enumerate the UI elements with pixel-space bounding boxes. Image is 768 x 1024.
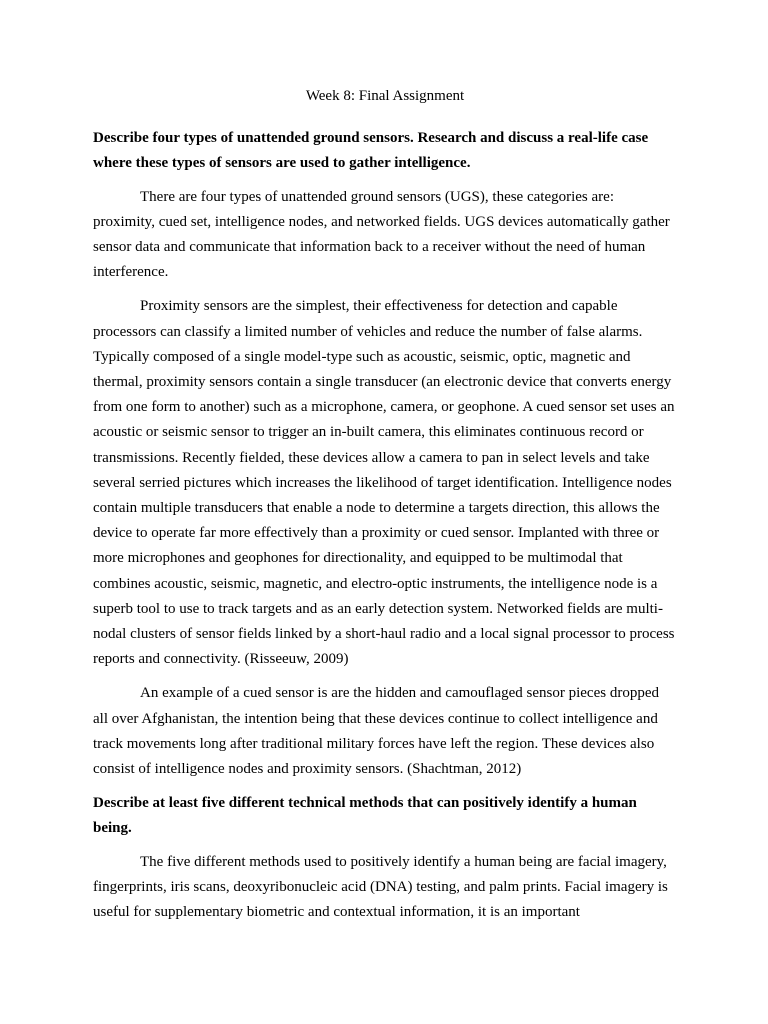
paragraph-4: The five different methods used to positively identify a human being are facial imagery, fingerprints, iris scans, deoxyribonucleic acid (DNA) testing, and palm prints. Facial imagery is useful for supplementary biometric and contextual information, it is an important [93, 853, 668, 921]
paragraph-2: Proximity sensors are the simplest, their effectiveness for detection and capable processors can classify a limited number of vehicles and reduce the number of false alarms. Typically composed of a single model-type such as acoustic, seismic, optic, magnetic and thermal, proximity sensors contain a single transducer (an electronic device that converts energy from one form to another) such as a microphone, camera, or geophone. A cued sensor set uses an acoustic or seismic sensor to trigger an in-built camera, this eliminates continuous record or transmissions. Recently fielded, these devices allow a camera to pan in select levels and take several serried pictures which increases the likelihood of target identification. Intelligence nodes contain multiple transducers that enable a node to determine a targets direction, this allows the device to operate far more effectively than a proximity or cued sensor. Implanted with three or more microphones and geophones for directionality, and equipped to be multimodal that combines acoustic, seismic, magnetic, and electro-optic instruments, the intelligence node is a superb tool to use to track targets and as an early detection system. Networked fields are multi-nodal clusters of sensor fields linked by a short-haul radio and a local signal processor to process reports and connectivity. (Risseeuw, 2009) [93, 298, 675, 668]
document-body [93, 84, 677, 934]
paragraph-1: There are four types of unattended ground sensors (UGS), these categories are: proximity, cued set, intelligence nodes, and networked fields. UGS devices automatically gather sensor data and communicate that information back to a receiver without the need of human interference. [93, 188, 670, 281]
paragraph-3: An example of a cued sensor is are the hidden and camouflaged sensor pieces dropped all over Afghanistan, the intention being that these devices continue to collect intelligence and track movements long after traditional military forces have left the region. These devices also consist of intelligence nodes and proximity sensors. (Shachtman, 2012) [93, 685, 659, 778]
question-heading-2: Describe at least five different technical methods that can positively identify a human being. [93, 795, 637, 837]
document-title: Week 8: Final Assignment [305, 88, 465, 104]
question-heading-1: Describe four types of unattended ground sensors. Research and discuss a real-life case where these types of sensors are used to gather intelligence. [93, 130, 649, 172]
